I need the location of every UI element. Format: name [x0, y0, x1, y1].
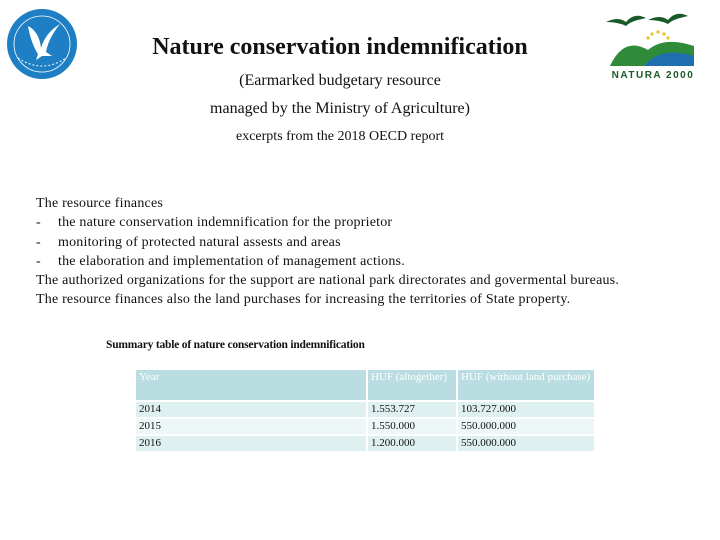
table-row: 2015 1.550.000 550.000.000	[136, 419, 594, 434]
body-text	[36, 194, 696, 310]
source-note: excerpts from the 2018 OECD report	[236, 129, 444, 144]
table-row: 2014 1.553.727 103.727.000	[136, 402, 594, 417]
summary-table	[134, 368, 596, 453]
subtitle-line-1: (Earmarked budgetary resource	[239, 72, 441, 89]
table-caption: Summary table of nature conservation indemnification	[106, 339, 365, 351]
page-title: Nature conservation indemnification	[152, 34, 528, 60]
bullet-item: - the elaboration and implementation of management actions.	[36, 253, 405, 269]
intro-line: The resource finances	[36, 196, 164, 211]
natura-2000-text: NATURA 2000	[611, 70, 695, 81]
subtitle-line-2: managed by the Ministry of Agriculture)	[210, 100, 470, 117]
header-huf-total: HUF (altogether)	[368, 370, 456, 400]
header-year: Year	[136, 370, 366, 400]
header-huf-no-land: HUF (without land purchase)	[458, 370, 594, 400]
land-purchase-line: The resource finances also the land purchases for increasing the territories of State property.	[36, 292, 571, 308]
bullet-item: - monitoring of protected natural assests and areas	[36, 234, 341, 250]
organizations-line: The authorized organizations for the support are national park directorates and govermental bureaus.	[36, 273, 620, 289]
table-header-row	[136, 370, 594, 400]
table-row: 2016 1.200.000 550.000.000	[136, 436, 594, 451]
bullet-item: - the nature conservation indemnification for the proprietor	[36, 215, 393, 231]
